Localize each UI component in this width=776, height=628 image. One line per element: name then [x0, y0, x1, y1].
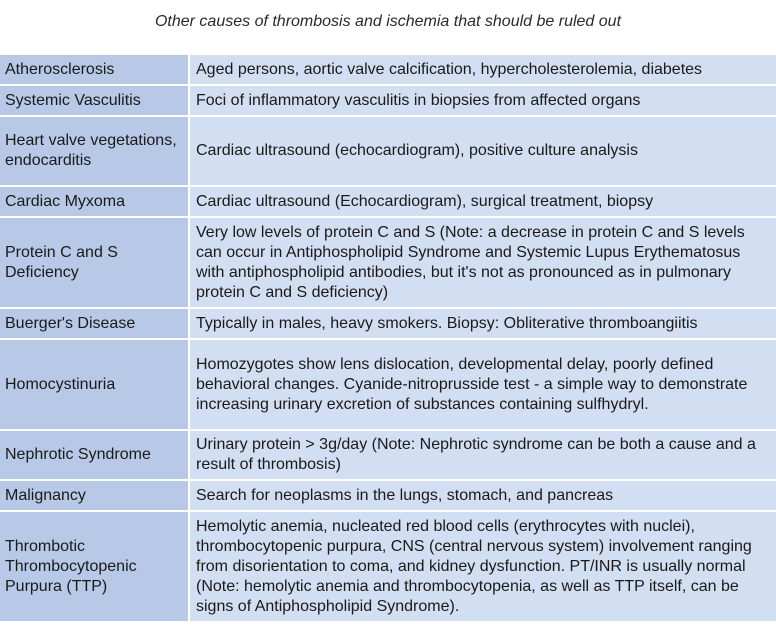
table-row — [0, 309, 776, 340]
condition-cell: Protein C and S Deficiency — [0, 218, 190, 309]
causes-table-container — [0, 55, 776, 623]
causes-table — [0, 55, 776, 623]
condition-cell: Thrombotic Thrombocytopenic Purpura (TTP) — [0, 512, 190, 623]
table-row — [0, 55, 776, 86]
description-cell: Very low levels of protein C and S (Note: a decrease in protein C and S levels can occur in Antiphospholipid Syndrome and Systemic Lupus Erythematosus with antiphospholipid antibodies, but it's not as pronounced as in pulmonary protein C and S deficiency) — [190, 218, 776, 309]
table-row — [0, 340, 776, 431]
table-row — [0, 481, 776, 512]
condition-cell: Buerger's Disease — [0, 309, 190, 340]
condition-cell: Homocystinuria — [0, 340, 190, 431]
description-cell: Typically in males, heavy smokers. Biopsy: Obliterative thromboangiitis — [190, 309, 776, 340]
description-cell: Cardiac ultrasound (Echocardiogram), surgical treatment, biopsy — [190, 187, 776, 218]
condition-cell: Nephrotic Syndrome — [0, 431, 190, 481]
description-cell: Aged persons, aortic valve calcification, hypercholesterolemia, diabetes — [190, 55, 776, 86]
description-cell: Hemolytic anemia, nucleated red blood cells (erythrocytes with nuclei), thrombocytopenic purpura, CNS (central nervous system) involvement ranging from disorientation to coma, and kidney dysfunction. PT/INR is usually normal (Note: hemolytic anemia and thrombocytopenia, as well as TTP itself, can be signs of Antiphospholipid Syndrome). — [190, 512, 776, 623]
condition-cell: Systemic Vasculitis — [0, 86, 190, 117]
condition-cell: Cardiac Myxoma — [0, 187, 190, 218]
table-row — [0, 218, 776, 309]
table-row — [0, 187, 776, 218]
description-cell: Search for neoplasms in the lungs, stomach, and pancreas — [190, 481, 776, 512]
description-cell: Homozygotes show lens dislocation, developmental delay, poorly defined behavioral changes. Cyanide-nitroprusside test - a simple way to demonstrate increasing urinary excretion of substances containing sulfhydryl. — [190, 340, 776, 431]
table-row — [0, 431, 776, 481]
description-cell: Foci of inflammatory vasculitis in biopsies from affected organs — [190, 86, 776, 117]
table-row — [0, 512, 776, 623]
condition-cell: Heart valve vegetations, endocarditis — [0, 117, 190, 187]
table-row — [0, 117, 776, 187]
description-cell: Urinary protein > 3g/day (Note: Nephrotic syndrome can be both a cause and a result of thrombosis) — [190, 431, 776, 481]
table-row — [0, 86, 776, 117]
condition-cell: Atherosclerosis — [0, 55, 190, 86]
description-cell: Cardiac ultrasound (echocardiogram), positive culture analysis — [190, 117, 776, 187]
condition-cell: Malignancy — [0, 481, 190, 512]
table-caption: Other causes of thrombosis and ischemia that should be ruled out — [154, 13, 622, 30]
